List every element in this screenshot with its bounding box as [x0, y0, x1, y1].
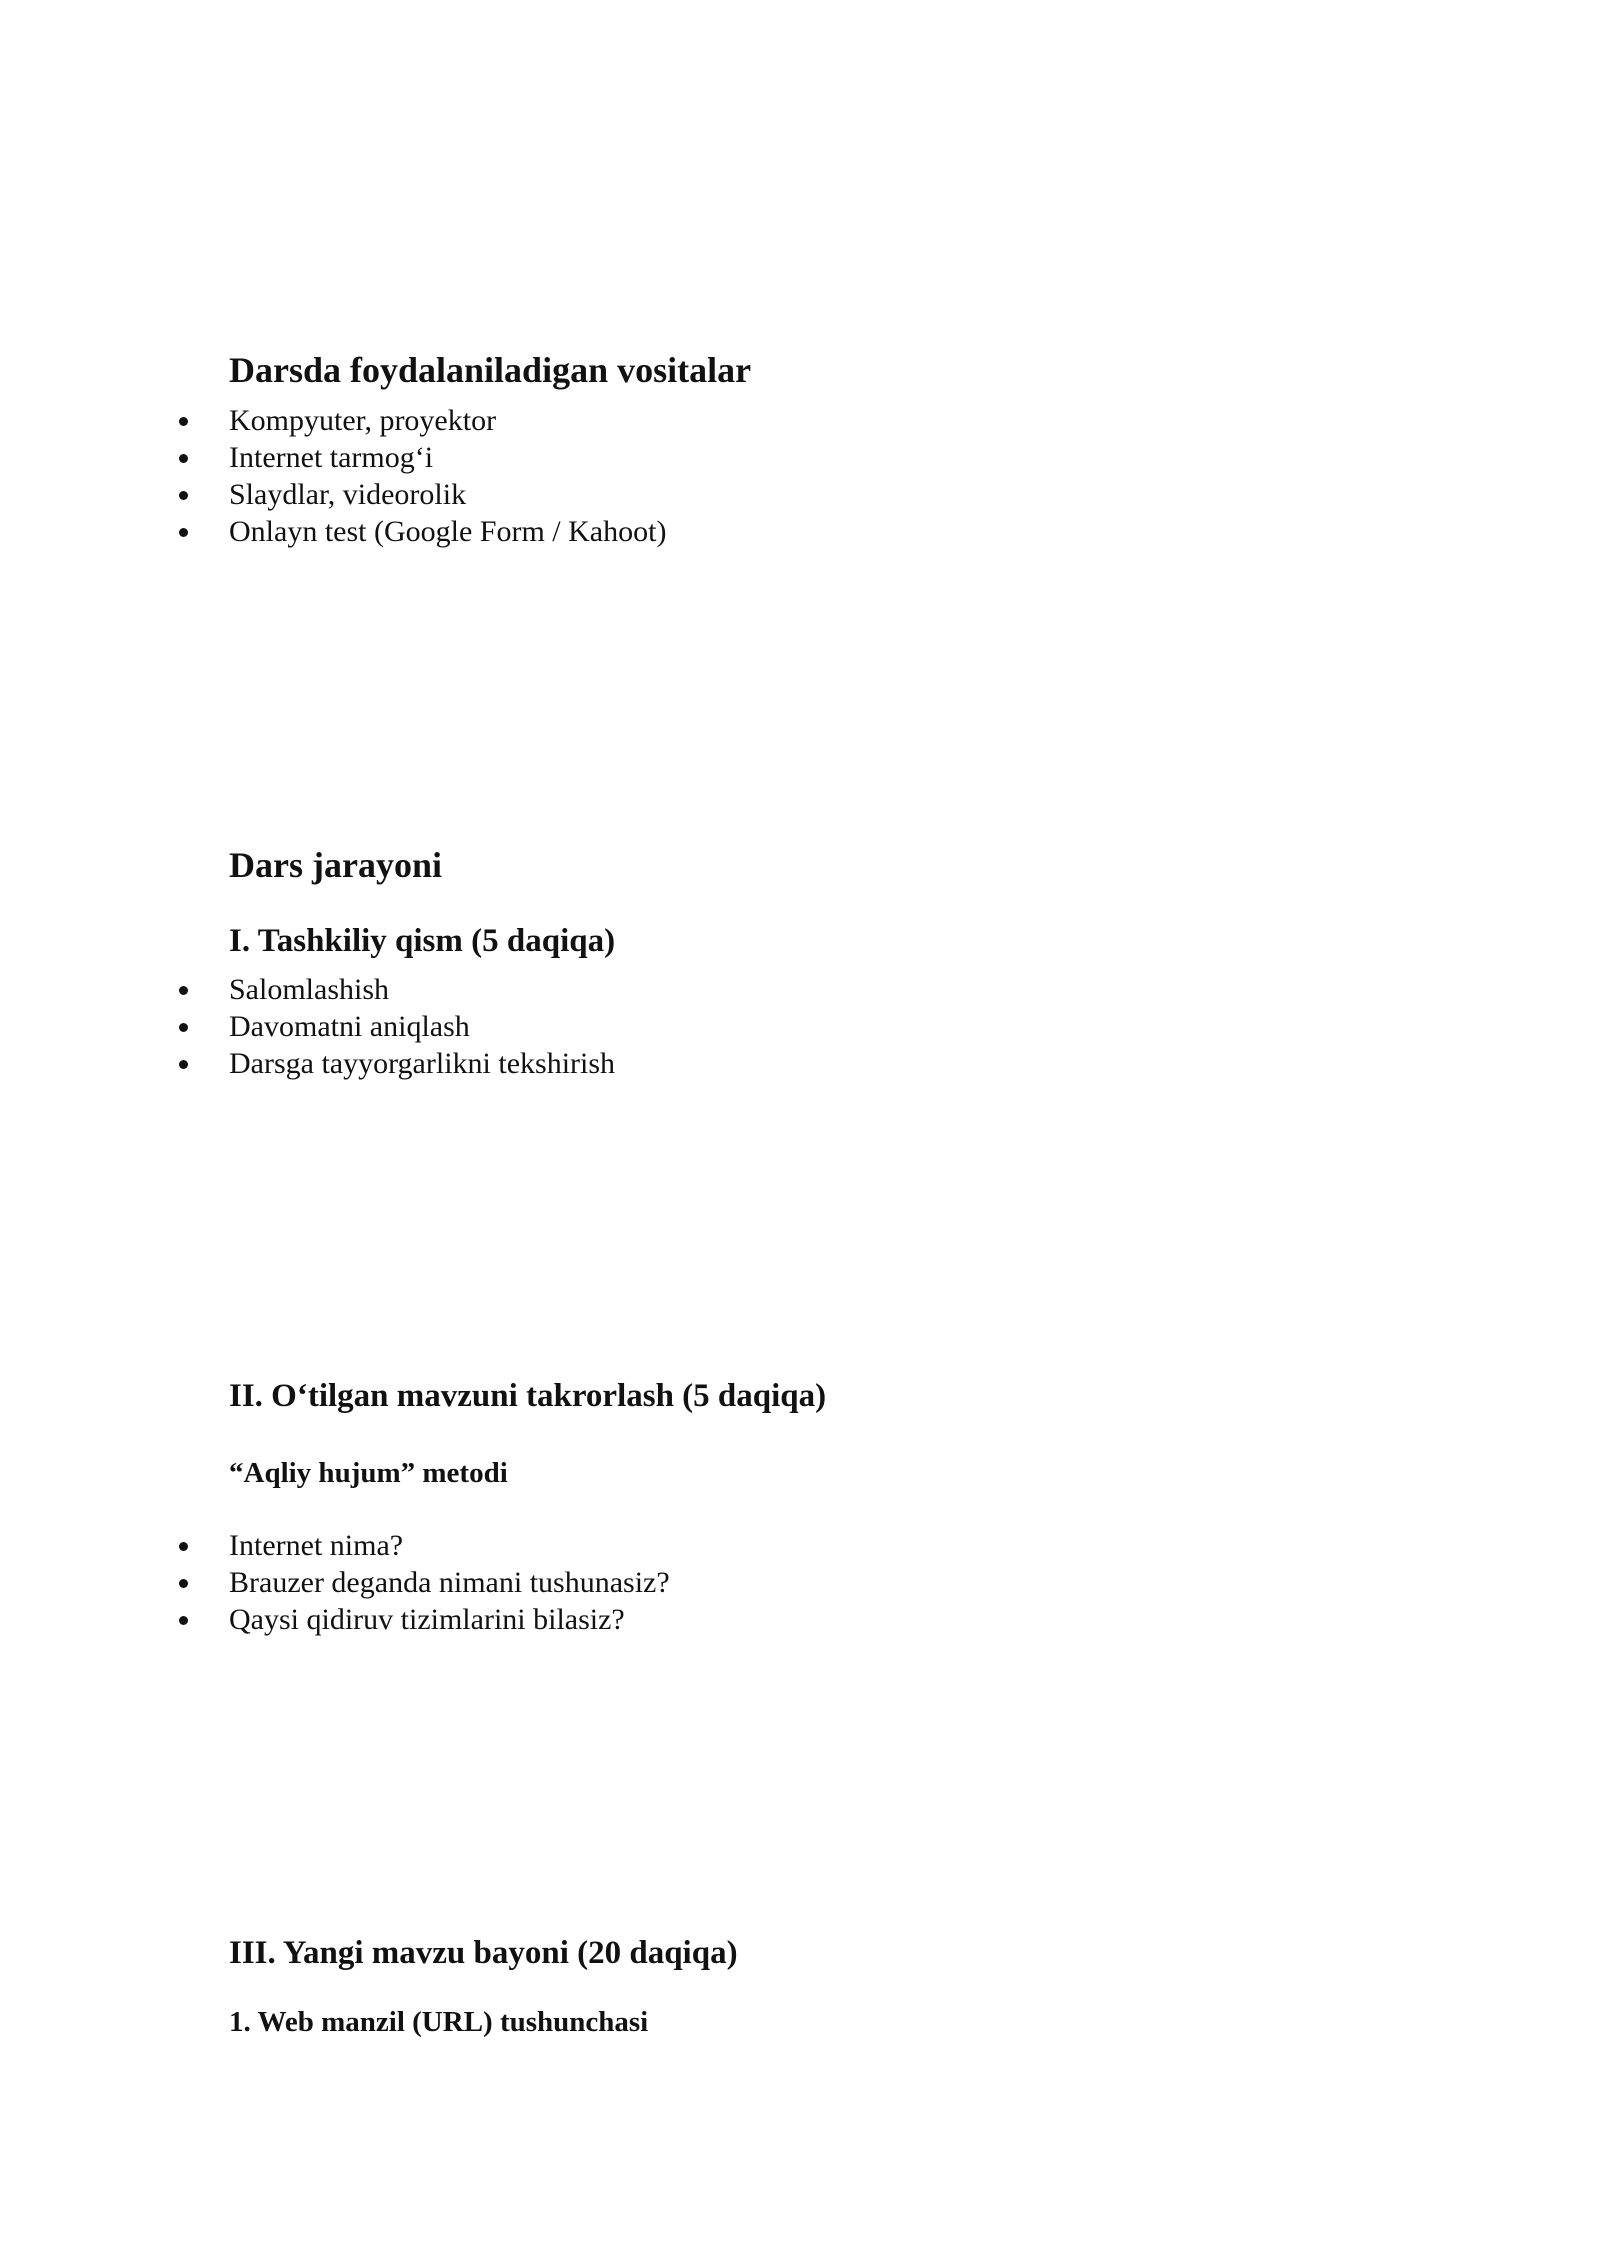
tools-list [229, 402, 666, 550]
list-item: Onlayn test (Google Form / Kahoot) [229, 515, 667, 548]
list-item: Brauzer deganda nimani tushunasiz? [229, 1566, 670, 1599]
part1-heading: I. Tashkiliy qism (5 daqiqa) [229, 923, 616, 959]
list-item: Kompyuter, proyektor [229, 402, 666, 439]
list-item: Qaysi qidiruv tizimlarini bilasiz? [229, 1601, 670, 1638]
part2-list [229, 1527, 670, 1638]
tools-heading: Darsda foydalaniladigan vositalar [229, 350, 752, 390]
list-item: Internet nima? [229, 1527, 670, 1564]
list-item: Slaydlar, videorolik [229, 476, 666, 513]
part2-method: “Aqliy hujum” metodi [229, 1457, 508, 1489]
part3-subheading: 1. Web manzil (URL) tushunchasi [229, 2006, 649, 2038]
part1-list [229, 971, 615, 1082]
part3-heading: III. Yangi mavzu bayoni (20 daqiqa) [229, 1935, 738, 1971]
process-heading: Dars jarayoni [229, 845, 442, 885]
list-item: Darsga tayyorgarlikni tekshirish [229, 1047, 616, 1080]
list-item: Davomatni aniqlash [229, 1008, 615, 1045]
part2-heading: II. O‘tilgan mavzuni takrorlash (5 daqiqa) [229, 1378, 827, 1414]
list-item: Salomlashish [229, 971, 615, 1008]
list-item: Internet tarmog‘i [229, 439, 666, 476]
